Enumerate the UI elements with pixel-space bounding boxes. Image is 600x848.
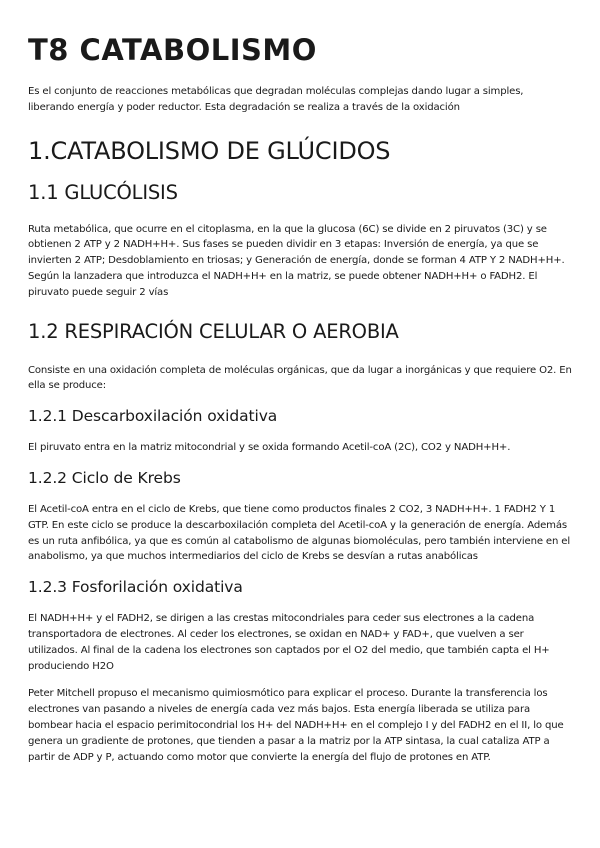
fosforilacion-paragraph-2: Peter Mitchell propuso el mecanismo quimiosmótico para explicar el proceso. Durante la transferencia los electrones van pasando a niveles de energía cada vez más bajos. Esta energía liberada se utiliza para bombear hacia el espacio perimitocondrial los H+ del NADH+H+ en el complejo I y del FADH2 en el II, lo que genera un gradiente de protones, que tienden a pasar a la matriz por la ATP sintasa, la cual cataliza ATP a partir de ADP y P, actuando como motor que convierte la energía del flujo de protones en ATP. <box>28 688 564 763</box>
glucolisis-paragraph: Ruta metabólica, que ocurre en el citoplasma, en la que la glucosa (6C) se divide en 2 piruvatos (3C) y se obtienen 2 ATP y 2 NADH+H+. Sus fases se pueden dividir en 3 etapas: Inversión de energía, ya que se invierten 2 ATP; Desdoblamiento en triosas; y Generación de energía, donde se forman 4 ATP Y 2 NADH+H+. Según la lanzadera que introduzca el NADH+H+ en la matriz, se puede obtener NADH+H+ o FADH2. El piruvato puede seguir 2 vías <box>28 223 565 298</box>
subsection-heading-respiracion: 1.2 RESPIRACIÓN CELULAR O AEROBIA <box>28 319 399 343</box>
descarboxilacion-paragraph: El piruvato entra en la matriz mitocondrial y se oxida formando Acetil-coA (2C), CO2 y NADH+H+. <box>28 442 511 454</box>
heading-ciclo-krebs: 1.2.2 Ciclo de Krebs <box>28 468 181 487</box>
heading-fosforilacion: 1.2.3 Fosforilación oxidativa <box>28 578 243 597</box>
krebs-paragraph: El Acetil-coA entra en el ciclo de Krebs, que tiene como productos finales 2 CO2, 3 NADH+H+. 1 FADH2 Y 1 GTP. En este ciclo se produce la descarboxilación completa del Acetil-coA y la generación de energía. Además es un ruta anfibólica, ya que es común al catabolismo de algunas biomoléculas, pero también interviene en el anabolismo, ya que muchos intermediarios del ciclo de Krebs se desvían a rutas anabólicas <box>28 503 571 563</box>
page-title: T8 CATABOLISMO <box>28 33 317 67</box>
intro-paragraph: Es el conjunto de reacciones metabólicas que degradan moléculas complejas dando lugar a simples, liberando energía y poder reductor. Esta degradación se realiza a través de la oxidación <box>28 86 524 113</box>
subsection-heading-glucolisis: 1.1 GLUCÓLISIS <box>28 180 178 204</box>
heading-descarboxilacion: 1.2.1 Descarboxilación oxidativa <box>28 407 278 426</box>
section-heading-catabolismo-glucidos: 1.CATABOLISMO DE GLÚCIDOS <box>28 136 391 165</box>
respiracion-paragraph: Consiste en una oxidación completa de moléculas orgánicas, que da lugar a inorgánicas y que requiere O2. En ella se produce: <box>28 364 572 392</box>
fosforilacion-paragraph-1: El NADH+H+ y el FADH2, se dirigen a las crestas mitocondriales para ceder sus electrones a la cadena transportadora de electrones. Al ceder los electrones, se oxidan en NAD+ y FAD+, que vuelven a ser utilizados. Al final de la cadena los electrones son captados por el O2 del medio, que también capta el H+ produciendo H2O <box>28 613 550 672</box>
